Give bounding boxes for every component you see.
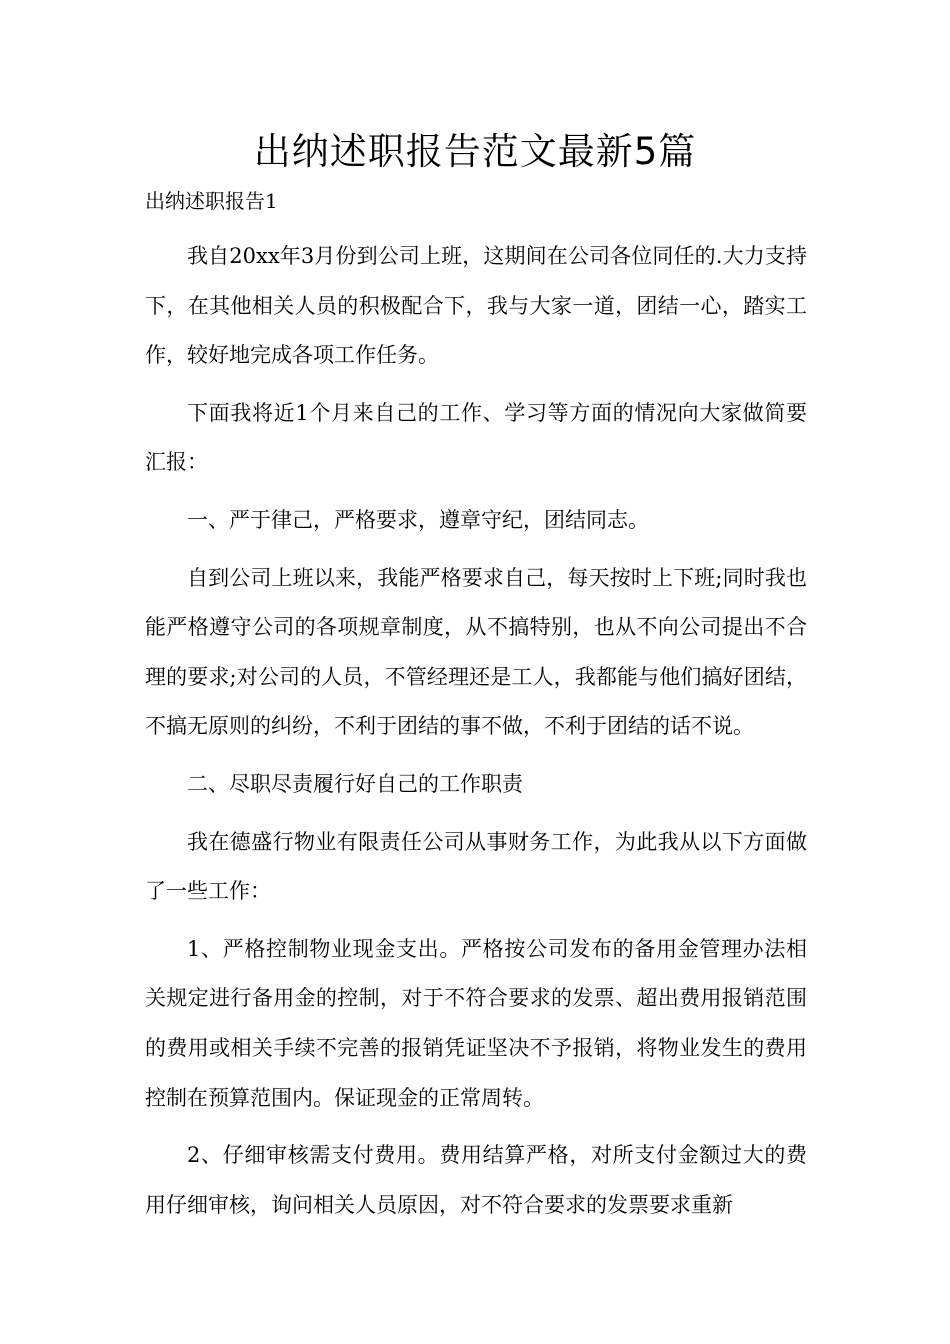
paragraph: 二、尽职尽责履行好自己的工作职责 — [187, 771, 523, 796]
paragraph: 1、严格控制物业现金支出。严格按公司发布的备用金管理办法相关规定进行备用金的控制，对于不符合要求的发票、超出费用报销范围的费用或相关手续不完善的报销凭证坚决不予报销，将物业发生的费用控制在预算范围内。保证现金的正常周转。 — [145, 936, 807, 1110]
document-body — [145, 232, 807, 1238]
paragraph: 下面我将近1个月来自己的工作、学习等方面的情况向大家做简要汇报： — [145, 400, 807, 475]
paragraph: 2、仔细审核需支付费用。费用结算严格，对所支付金额过大的费用仔细审核，询问相关人员原因，对不符合要求的发票要求重新 — [145, 1143, 807, 1217]
paragraph: 自到公司上班以来，我能严格要求自己，每天按时上下班;同时我也能严格遵守公司的各项规章制度，从不搞特别，也从不向公司提出不合理的要求;对公司的人员，不管经理还是工人，我都能与他们搞好团结，不搞无原则的纠纷，不利于团结的事不做，不利于团结的话不说。 — [145, 565, 807, 739]
paragraph: 我在德盛行物业有限责任公司从事财务工作，为此我从以下方面做了一些工作： — [145, 829, 807, 904]
document-title: 出纳述职报告范文最新5篇 — [253, 130, 697, 173]
section-heading: 出纳述职报告1 — [145, 189, 278, 213]
paragraph: 一、严于律己，严格要求，遵章守纪，团结同志。 — [187, 507, 649, 532]
paragraph: 我自20xx年3月份到公司上班，这期间在公司各位同任的.大力支持下，在其他相关人员的积极配合下，我与大家一道，团结一心，踏实工作，较好地完成各项工作任务。 — [145, 244, 807, 368]
